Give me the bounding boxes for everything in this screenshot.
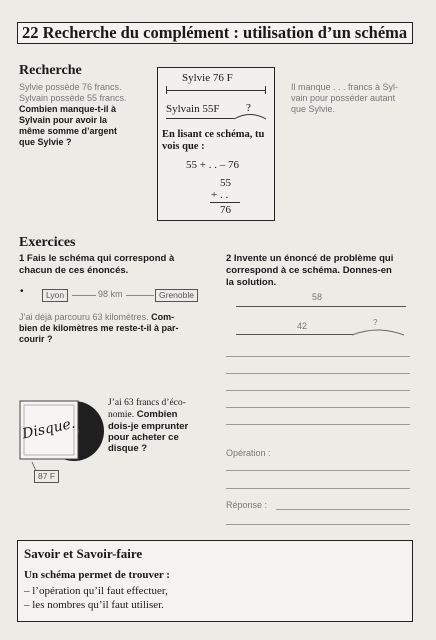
exercise-1-text: J’ai déjà parcouru 63 kilomètres. Com- bien de kilomètres me reste-t-il à par- courir ? (19, 312, 179, 344)
ex2-arc (350, 325, 406, 337)
disque-question: J’ai 63 francs d’éco- nomie. Combien dois-je emprunter pour acheter ce disque ? (108, 398, 189, 454)
schema-arc (232, 110, 268, 120)
ex2-part: 42 (297, 321, 308, 331)
route-from: Lyon (42, 289, 68, 302)
savoir-box (17, 540, 413, 622)
exercise-1-title: 1 Fais le schéma qui correspond à chacun de ces énoncés. (19, 253, 175, 276)
operation-label: Opération : (226, 448, 271, 458)
schema-tick (265, 86, 266, 94)
schema-top-line (166, 90, 266, 91)
recherche-heading: Recherche (19, 63, 82, 78)
schema-box (157, 67, 275, 221)
page-title: 22 Recherche du complément : utilisation d’un schéma (17, 22, 413, 44)
savoir-item-2: – les nombres qu’il faut utiliser. (24, 599, 164, 611)
reponse-label: Réponse : (226, 500, 268, 510)
ex2-unknown: ? (373, 318, 378, 327)
route-line-right (126, 295, 154, 296)
answer-line[interactable] (226, 356, 410, 357)
savoir-item-1: – l’opération qu’il faut effectuer, (24, 585, 168, 597)
schema-bottom-line (166, 118, 234, 119)
route-distance: 98 km (98, 289, 123, 299)
reponse-line[interactable] (226, 524, 410, 525)
disque-label: Disque. (20, 415, 77, 443)
exercise-2-title: 2 Invente un énoncé de problème qui correspond à ce schéma. Donnes-en la solution. (226, 253, 394, 288)
schema-question-mark: ? (246, 102, 251, 114)
schema-tick (166, 86, 167, 94)
answer-line[interactable] (226, 424, 410, 425)
savoir-heading: Savoir et Savoir-faire (24, 546, 143, 561)
recherche-line-1: Sylvie possède 76 francs. (19, 82, 122, 92)
reponse-line[interactable] (276, 509, 410, 510)
schema-equation: 55 + . . – 76 (186, 159, 239, 171)
savoir-intro: Un schéma permet de trouver : (24, 569, 170, 581)
recherche-question: Combien manque-t-il à Sylvain pour avoir la même somme d’argent que Sylvie ? (19, 104, 118, 147)
route-to: Grenoble (155, 289, 198, 302)
operation-line[interactable] (226, 470, 410, 471)
schema-op-top: 55 (220, 177, 231, 189)
schema-op-result: 76 (220, 204, 231, 216)
schema-op-line (210, 202, 240, 203)
ex2-total: 58 (312, 292, 323, 302)
operation-line[interactable] (226, 488, 410, 489)
schema-op-plus: + . . (211, 189, 229, 201)
answer-line[interactable] (226, 373, 410, 374)
answer-line[interactable] (226, 407, 410, 408)
schema-reading: En lisant ce schéma, tu vois que : (162, 129, 265, 152)
disque-price: 87 F (34, 470, 59, 483)
recherche-line-2: Sylvain possède 55 francs. (19, 93, 127, 103)
ex2-part-line (236, 334, 354, 335)
recherche-answer-text: Il manque . . . francs à Syl- vain pour posséder autant que Sylvie. (291, 82, 399, 114)
schema-bottom-label: Sylvain 55F (166, 103, 220, 115)
answer-line[interactable] (226, 390, 410, 391)
route-line-left (72, 295, 96, 296)
ex2-total-line (236, 306, 406, 307)
exercices-heading: Exercices (19, 235, 76, 250)
schema-top-label: Sylvie 76 F (182, 72, 233, 84)
bullet: • (20, 286, 24, 297)
